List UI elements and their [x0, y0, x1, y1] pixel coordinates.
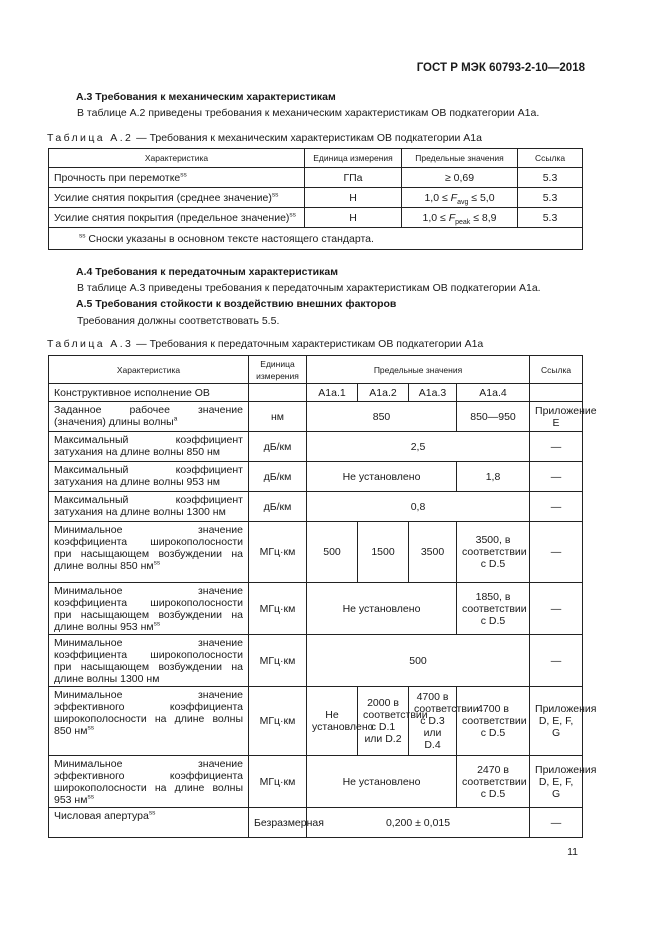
- value-cell: 3500, в соответствии с D.5: [457, 522, 530, 583]
- reference-cell: Приложения D, E, F, G: [530, 756, 583, 808]
- unit-cell: МГц·км: [249, 687, 307, 756]
- characteristic-cell: Максимальный коэффициент затухания на длине волны 850 нм: [49, 432, 249, 462]
- limit-subscript: avg: [457, 198, 469, 206]
- footnote-mark: ss: [87, 724, 94, 732]
- table-row: [49, 583, 583, 635]
- value-cell: 2000 в соответствии с D.1 или D.2: [358, 687, 409, 756]
- limit-suffix: ≤ 8,9: [470, 211, 497, 224]
- value-cell: 0,8: [307, 492, 530, 522]
- footnote-mark: ss: [153, 620, 161, 628]
- column-header: Ссылка: [518, 149, 583, 168]
- unit-cell: МГц·км: [249, 756, 307, 808]
- characteristic-text: Минимальное значение эффективного коэффициента широкополосности на длине волны 850 нм: [54, 689, 243, 737]
- unit-cell: МГц·км: [249, 635, 307, 687]
- table-a3-caption-label: Таблица А.3: [47, 338, 134, 350]
- reference-cell: —: [530, 635, 583, 687]
- characteristic-cell: [49, 522, 249, 583]
- value-cell: 1500: [358, 522, 409, 583]
- reference-cell: —: [530, 808, 583, 838]
- characteristic-cell: [49, 208, 305, 228]
- footnote-mark: ss: [180, 171, 187, 178]
- column-header: Характеристика: [49, 356, 249, 384]
- reference-cell: Приложения D, E, F, G: [530, 687, 583, 756]
- characteristic-text: Минимальное значение коэффициента широкополосности при насыщающем возбуждении на длине волны 850 нм: [54, 524, 243, 572]
- limit-cell: [402, 208, 518, 228]
- value-cell: 3500: [409, 522, 457, 583]
- table-a2: [48, 148, 583, 250]
- limit-suffix: ≤ 5,0: [468, 191, 495, 204]
- value-cell: Не установлено: [307, 756, 457, 808]
- table-row: [49, 188, 583, 208]
- value-cell: 0,200 ± 0,015: [307, 808, 530, 838]
- limit-subscript: peak: [455, 218, 471, 226]
- reference-cell: —: [530, 583, 583, 635]
- characteristic-cell: Конструктивное исполнение ОВ: [49, 384, 249, 402]
- section-a4-text: В таблице А.3 приведены требования к передаточным характеристикам ОВ подкатегории А1а.: [77, 282, 541, 294]
- characteristic-cell: [49, 188, 305, 208]
- characteristic-cell: [49, 583, 249, 635]
- limit-prefix: 1,0 ≤: [424, 191, 451, 204]
- characteristic-cell: [49, 687, 249, 756]
- value-cell: 2470 в соответствии с D.5: [457, 756, 530, 808]
- table-a3-caption: [47, 338, 483, 350]
- column-header: Предельные значения: [402, 149, 518, 168]
- value-cell: Не установлено: [307, 462, 457, 492]
- limit-cell: ≥ 0,69: [402, 168, 518, 188]
- footnote-mark: a: [173, 415, 178, 423]
- characteristic-cell: [49, 402, 249, 432]
- table-row: [49, 432, 583, 462]
- limit-prefix: 1,0 ≤: [422, 211, 449, 224]
- reference-cell: —: [530, 462, 583, 492]
- footnote-mark: ss: [79, 232, 86, 239]
- footnote-mark: ss: [271, 191, 279, 198]
- characteristic-text: Заданное рабочее значение (значения) длины волны: [54, 404, 243, 428]
- reference-cell: —: [530, 492, 583, 522]
- characteristic-text: Усилие снятия покрытия (среднее значение): [54, 191, 272, 204]
- value-cell: А1а.4: [457, 384, 530, 402]
- table-row: [49, 687, 583, 756]
- column-header: Единица измерения: [249, 356, 307, 384]
- unit-cell: нм: [249, 402, 307, 432]
- section-a5-text: Требования должны соответствовать 5.5.: [77, 315, 280, 327]
- value-cell: 4700 в соответствии с D.3 или D.4: [409, 687, 457, 756]
- value-cell: 500: [307, 635, 530, 687]
- unit-cell: [249, 384, 307, 402]
- unit-cell: дБ/км: [249, 492, 307, 522]
- table-row: [49, 808, 583, 838]
- table-a3-caption-text: — Требования к передаточным характеристикам ОВ подкатегории А1а: [133, 338, 484, 350]
- reference-cell: 5.3: [518, 168, 583, 188]
- value-cell: 850: [307, 402, 457, 432]
- page-number: 11: [567, 846, 578, 858]
- reference-cell: 5.3: [518, 208, 583, 228]
- table-row: [49, 756, 583, 808]
- reference-cell: 5.3: [518, 188, 583, 208]
- unit-cell: дБ/км: [249, 462, 307, 492]
- limit-variable: F: [448, 211, 456, 224]
- characteristic-cell: Максимальный коэффициент затухания на длине волны 953 нм: [49, 462, 249, 492]
- table-header-row: [49, 149, 583, 168]
- table-row: [49, 522, 583, 583]
- section-a4-title: А.4 Требования к передаточным характеристикам: [76, 266, 338, 278]
- section-a3-text: В таблице А.2 приведены требования к механическим характеристикам ОВ подкатегории А1а.: [77, 107, 540, 119]
- value-cell: А1а.2: [358, 384, 409, 402]
- characteristic-text: Минимальное значение коэффициента широкополосности при насыщающем возбуждении на длине волны 953 нм: [54, 585, 243, 633]
- characteristic-cell: [49, 168, 305, 188]
- table-footnote: [49, 228, 583, 250]
- table-row: [49, 635, 583, 687]
- table-a2-caption-text: — Требования к механическим характеристикам ОВ подкатегории А1а: [133, 132, 482, 144]
- table-row: [49, 168, 583, 188]
- footnote-mark: ss: [289, 211, 296, 218]
- value-cell: Не установлено: [307, 583, 457, 635]
- footnote-mark: ss: [148, 809, 156, 817]
- value-cell: А1а.1: [307, 384, 358, 402]
- value-cell: А1а.3: [409, 384, 457, 402]
- characteristic-cell: Максимальный коэффициент затухания на длине волны 1300 нм: [49, 492, 249, 522]
- footnote-mark: ss: [153, 559, 161, 567]
- value-cell: 500: [307, 522, 358, 583]
- section-a3-title: А.3 Требования к механическим характеристикам: [76, 91, 336, 103]
- value-cell: Не установлено: [307, 687, 358, 756]
- value-cell: 850—950: [457, 402, 530, 432]
- table-row: [49, 462, 583, 492]
- column-header: Единица измерения: [305, 149, 402, 168]
- reference-cell: —: [530, 432, 583, 462]
- characteristic-cell: Минимальное значение коэффициента широкополосности при насыщающем возбуждении на длине волны 1300 нм: [49, 635, 249, 687]
- table-row: [49, 384, 583, 402]
- characteristic-cell: [49, 808, 249, 838]
- reference-cell: —: [530, 522, 583, 583]
- table-a2-caption-label: Таблица А.2: [47, 132, 134, 144]
- characteristic-text: Усилие снятия покрытия (предельное значение): [54, 211, 290, 224]
- limit-cell: [402, 188, 518, 208]
- unit-cell: дБ/км: [249, 432, 307, 462]
- limit-variable: F: [450, 191, 458, 204]
- table-row: [49, 492, 583, 522]
- characteristic-text: Минимальное значение эффективного коэффициента широкополосности на длине волны 953 нм: [54, 758, 243, 806]
- value-cell: 4700 в соответствии с D.5: [457, 687, 530, 756]
- unit-cell: Безразмерная: [249, 808, 307, 838]
- reference-cell: [530, 384, 583, 402]
- reference-cell: Приложение Е: [530, 402, 583, 432]
- footnote-text: Сноски указаны в основном тексте настоящего стандарта.: [85, 232, 374, 245]
- table-a3: [48, 355, 597, 838]
- value-cell: 1,8: [457, 462, 530, 492]
- unit-cell: ГПа: [305, 168, 402, 188]
- footnote-mark: ss: [87, 793, 94, 801]
- characteristic-cell: [49, 756, 249, 808]
- table-note-row: [49, 228, 583, 250]
- section-a5-title: А.5 Требования стойкости к воздействию внешних факторов: [76, 298, 397, 310]
- column-header: Предельные значения: [307, 356, 530, 384]
- unit-cell: МГц·км: [249, 522, 307, 583]
- table-header-row: [49, 356, 583, 384]
- column-header: Ссылка: [530, 356, 583, 384]
- unit-cell: МГц·км: [249, 583, 307, 635]
- value-cell: 2,5: [307, 432, 530, 462]
- characteristic-text: Прочность при перемотке: [54, 171, 181, 184]
- unit-cell: Н: [305, 208, 402, 228]
- characteristic-text: Числовая апертура: [54, 810, 149, 822]
- column-header: Характеристика: [49, 149, 305, 168]
- value-cell: 1850, в соответствии с D.5: [457, 583, 530, 635]
- document-header: ГОСТ Р МЭК 60793-2-10—2018: [416, 62, 585, 74]
- table-row: [49, 402, 583, 432]
- table-row: [49, 208, 583, 228]
- table-a2-caption: [47, 132, 482, 144]
- unit-cell: Н: [305, 188, 402, 208]
